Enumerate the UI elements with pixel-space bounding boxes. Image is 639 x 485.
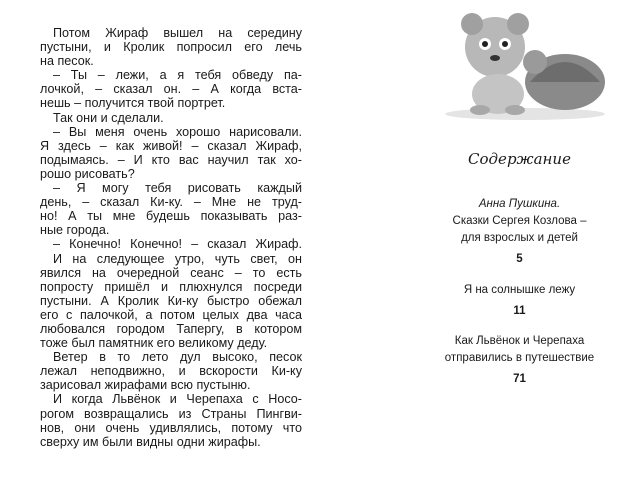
text-line: пустыни. А Кролик Ки-ку быстро обежал [40,293,302,308]
text-line: пустыни, и Кролик попросил его лечь [40,40,302,55]
toc-entry [400,196,639,268]
text-line: явился на очередной сеанс – то есть [40,265,302,280]
text-line: подымаясь. – И кто вас научил так хо- [40,152,302,167]
text-line: Потом Жираф вышел на середину [53,26,302,40]
text-line: – Вы меня очень хорошо нарисовали. [53,124,302,139]
toc-entry [400,282,639,320]
text-line: нешь – получится твой портрет. [40,96,226,111]
toc-entry-author: Анна Пушкина. [478,198,561,210]
text-line: лочкой, – сказал он. – А когда вста- [40,82,302,97]
text-line: Так они и сделали. [53,110,164,125]
text-line: любовался городом Тапергу, в котором [40,321,302,336]
toc-title: Содержание [468,150,571,168]
toc-entry-title: для взрослых и детей [461,232,578,244]
text-line: – Конечно! Конечно! – сказал Жираф. [53,237,302,252]
toc-entry-page: 5 [516,253,523,265]
left-page-text [40,26,302,449]
text-line: Я здесь – как живой! – сказал Жираф, [40,138,302,153]
text-line: день, – сказал Ки-ку. – Мне не труд- [40,195,302,210]
right-page [400,0,639,485]
toc-entry-page: 71 [513,373,526,385]
toc-entry-page: 11 [513,305,526,317]
text-line: на песок. [40,54,94,69]
toc-entry-title: Как Львёнок и Черепаха [454,335,585,347]
lion-cub-and-turtle-illustration [440,2,610,122]
text-line: рошо рисовать? [40,166,135,181]
text-line: ные города. [40,223,110,238]
toc-entry-title: Я на солнышке лежу [463,284,576,296]
text-line: зарисовал жирафами всю пустыню. [40,378,251,393]
text-line: Ветер в то лето дул высоко, песок [53,350,302,365]
text-line: лежал неподвижно, и вскорости Ки-ку [40,364,302,379]
text-line: И на следующее утро, чуть свет, он [53,251,302,266]
text-line: – Я могу тебя рисовать каждый [53,181,302,196]
text-line: тоже был памятник его великому деду. [40,336,268,351]
toc-entry [400,333,639,388]
text-line: И когда Львёнок и Черепаха с Носо- [53,392,302,407]
text-line: попросту пришёл и плюхнулся посреди [40,279,302,294]
toc-entry-title: Сказки Сергея Козлова – [452,215,587,227]
text-line: но! А ты мне будешь показывать раз- [40,209,302,224]
toc-entry-title: отправились в путешествие [444,352,595,364]
text-line: – Ты – лежи, а я тебя обведу па- [53,68,302,83]
text-line: нов, они очень удивлялись, потому что [40,420,302,435]
text-line: его с палочкой, а потом целых два часа [40,307,302,322]
text-line: сверху им были видны одни жирафы. [40,434,261,449]
text-line: рогом возвращались из Страны Пингви- [40,406,302,421]
